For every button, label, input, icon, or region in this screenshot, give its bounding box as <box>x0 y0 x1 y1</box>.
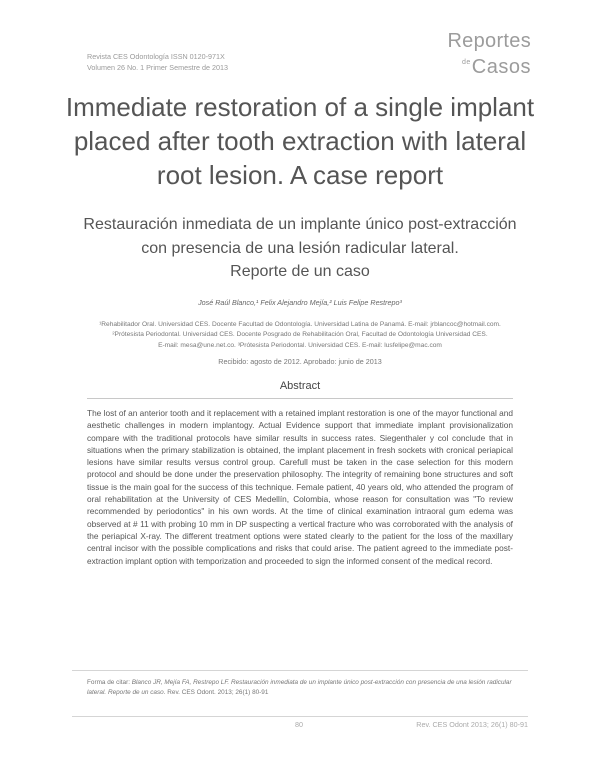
affiliation-line: E-mail: mesa@une.net.co. ³Prótesista Periodontal. Universidad CES. E-mail: lusfelipe@mac.com <box>158 341 442 349</box>
brand-casos: Casos <box>471 56 531 78</box>
brand-de: de <box>462 59 471 66</box>
citation-source: Rev. CES Odont. 2013; 26(1) 80-91 <box>165 688 269 696</box>
brand-reportes: Reportes <box>447 30 531 52</box>
article-title <box>40 90 560 192</box>
subtitle-line: Restauración inmediata de un implante único post-extracción <box>83 216 517 233</box>
footer-divider <box>72 716 528 717</box>
affiliation-line: ¹Rehabilitador Oral. Universidad CES. Docente Facultad de Odontología. Universidad Latina de Panamá. E-mail: jrblancoc@hotmail.com. <box>99 321 501 328</box>
affiliations <box>60 320 540 351</box>
citation-divider <box>72 670 528 671</box>
journal-info <box>87 52 228 73</box>
received-dates: Recibido: agosto de 2012. Aprobado: junio de 2013 <box>218 357 382 366</box>
citation-reference: Blanco JR, Mejía FA, Restrepo LF. Restauración inmediata de un implante único post-extracción con presencia de una lesión radicular lateral. Reporte de un caso. <box>87 679 512 696</box>
abstract-body: The lost of an anterior tooth and it replacement with a retained implant restoration is one of the mayor functional and aesthetic challenges in modern implantogy. Actual Evidence support that immediate implant provisionalization compare with the traditional protocols have similar results in success rates. Siegenthaler y col conclude that in situations when the primary stabilization is obtained, the implant placement in fresh sockets with cronical periapical lesions have similar results versus control group. Carefull must be taken in the case selection for this modern protocol and should be done under the preservation philosophy. The integrity of remaining bone structures and soft tissue is the main goal for the success of this technique. Female patient, 40 years old, who attended the program of oral rehabilitation at the University of CES Medellín, Colombia, whose reason for consultation was "To review recommended by periodontics" in his own words. At the time of clinical examination intraoral gum edema was observed at # 11 with probing 10 mm in DP suspecting a vertical fracture who was corroborated with the analysis of the periapical X-ray. The different treatment options were stated clearly to the patient for the loss of the maxillary central incisor with the possible complications and risks that could arise. The patient agreed to the immediate post-extraction implant option with temporization and proceeded to sign the informed consent of the medical record. <box>87 408 513 566</box>
journal-issn: Revista CES Odontología ISSN 0120-971X <box>87 52 225 61</box>
abstract-divider <box>87 398 513 399</box>
page-number: 80 <box>295 720 303 729</box>
abstract-heading: Abstract <box>279 380 321 392</box>
title-line: root lesion. A case report <box>156 160 444 190</box>
subtitle-line: Reporte de un caso <box>230 263 370 280</box>
journal-volume: Volumen 26 No. 1 Primer Semestre de 2013 <box>87 62 229 72</box>
article-subtitle <box>50 213 550 284</box>
title-line: placed after tooth extraction with lateral <box>73 126 527 156</box>
authors: José Raúl Blanco,¹ Felix Alejandro Mejía,² Luis Felipe Restrepo³ <box>198 298 402 307</box>
brand-casos-line <box>447 52 531 78</box>
section-brand <box>447 30 531 78</box>
title-line: Immediate restoration of a single implant <box>65 92 535 122</box>
subtitle-line: con presencia de una lesión radicular lateral. <box>141 239 459 257</box>
citation <box>87 678 517 698</box>
citation-label: Forma de citar: <box>87 679 132 686</box>
footer-reference: Rev. CES Odont 2013; 26(1) 80-91 <box>416 720 528 729</box>
affiliation-line: ²Prótesista Periodontal. Universidad CES. Docente Posgrado de Rehabilitación Oral, Facultad de Odontología Universidad CES. <box>112 331 488 339</box>
